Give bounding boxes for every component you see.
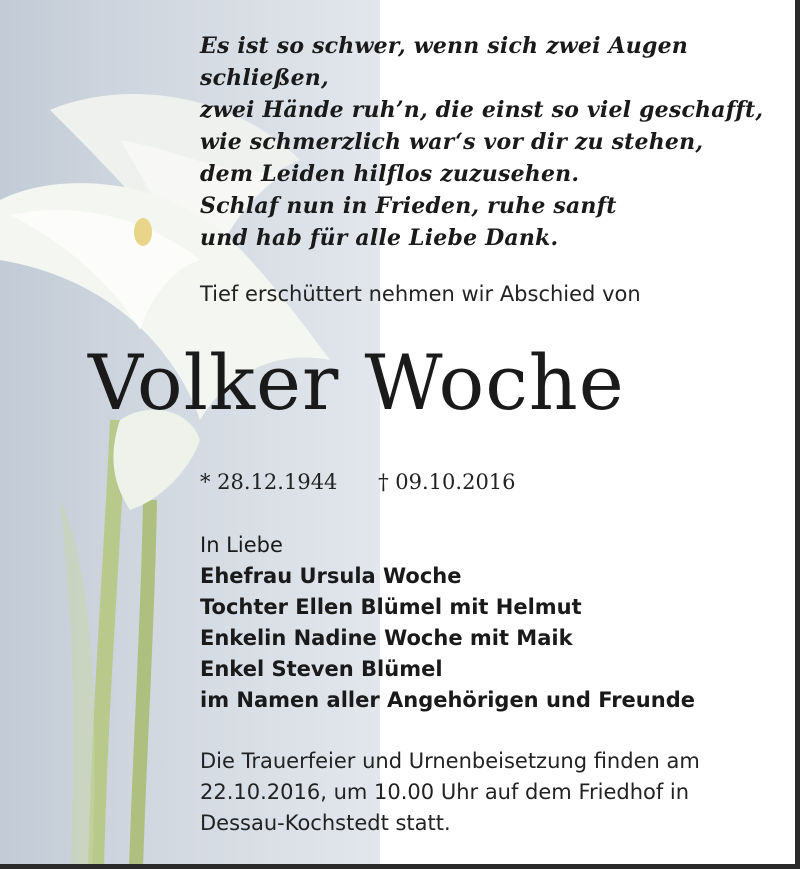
mourner: Tochter Ellen Blümel mit Helmut: [200, 595, 582, 619]
deceased-name: Volker Woche: [88, 338, 625, 427]
poem-line: schließen,: [200, 65, 329, 91]
border-right: [795, 0, 800, 869]
mourners-lead: In Liebe: [200, 533, 283, 557]
poem-line: Es ist so schwer, wenn sich zwei Augen: [200, 33, 688, 59]
ceremony-line: 22.10.2016, um 10.00 Uhr auf dem Friedhof in: [200, 780, 690, 804]
poem: [200, 30, 780, 254]
border-bottom: [0, 864, 800, 869]
poem-line: zwei Hände ruh’n, die einst so viel geschafft,: [200, 97, 764, 123]
mourner: Enkel Steven Blümel: [200, 657, 443, 681]
mourner: im Namen aller Angehörigen und Freunde: [200, 688, 695, 712]
mourners-list: [200, 530, 695, 716]
death-date: † 09.10.2016: [378, 470, 516, 494]
birth-date: * 28.12.1944: [200, 470, 338, 494]
life-dates: [200, 470, 516, 494]
mourner: Enkelin Nadine Woche mit Maik: [200, 626, 573, 650]
ceremony-info: [200, 746, 780, 839]
poem-line: Schlaf nun in Frieden, ruhe sanft: [200, 193, 617, 219]
farewell-intro: Tief erschüttert nehmen wir Abschied von: [200, 282, 641, 306]
poem-line: dem Leiden hilflos zuzusehen.: [200, 161, 580, 187]
poem-line: wie schmerzlich war‘s vor dir zu stehen,: [200, 129, 704, 155]
poem-line: und hab für alle Liebe Dank.: [200, 225, 559, 251]
ceremony-line: Die Trauerfeier und Urnenbeisetzung finden am: [200, 749, 700, 773]
ceremony-line: Dessau-Kochstedt statt.: [200, 811, 451, 835]
mourner: Ehefrau Ursula Woche: [200, 564, 462, 588]
